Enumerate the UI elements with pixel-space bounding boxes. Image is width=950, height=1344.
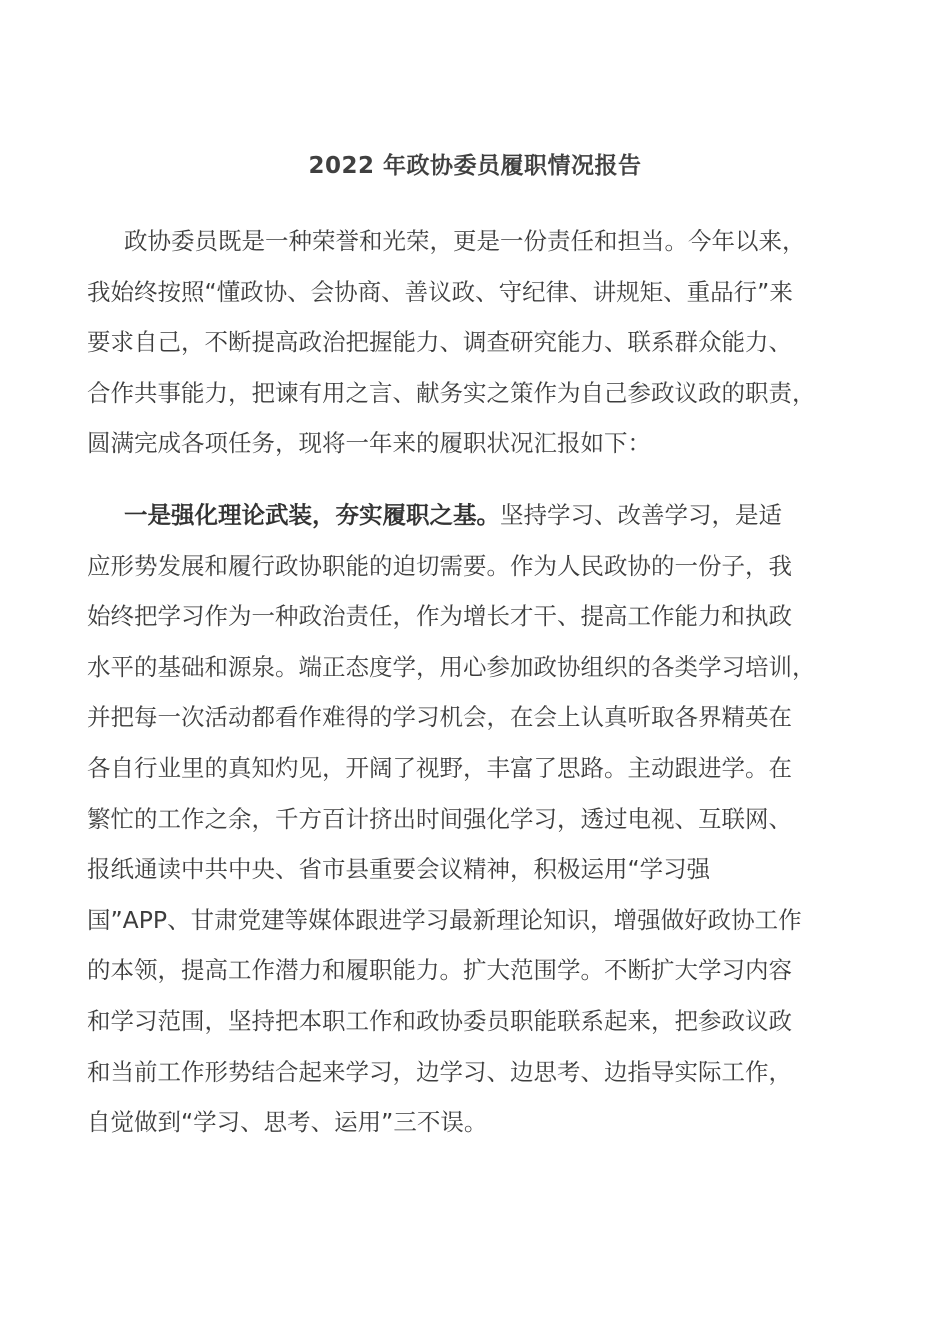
- paragraph-line: 应形势发展和履行政协职能的迫切需要。作为人民政协的一份子，我: [87, 551, 792, 580]
- section-1-paragraph: [87, 490, 877, 1148]
- paragraph-line: 我始终按照“懂政协、会协商、善议政、守纪律、讲规矩、重品行”来: [87, 277, 793, 306]
- document-title: 2022 年政协委员履职情况报告: [308, 153, 642, 179]
- paragraph-line: 政协委员既是一种荣誉和光荣，更是一份责任和担当。今年以来，: [124, 227, 806, 255]
- section-1-first-line-text: 坚持学习、改善学习，是适: [500, 501, 782, 529]
- paragraph-line: [87, 490, 877, 541]
- paragraph-line: 圆满完成各项任务，现将一年来的履职状况汇报如下：: [87, 429, 651, 458]
- paragraph-line: 水平的基础和源泉。端正态度学，用心参加政协组织的各类学习培训，: [87, 652, 816, 681]
- paragraph-line: 的本领，提高工作潜力和履职能力。扩大范围学。不断扩大学习内容: [87, 956, 792, 985]
- paragraph-line: 自觉做到“学习、思考、运用”三不误。: [87, 1108, 488, 1137]
- paragraph-line: 和当前工作形势结合起来学习，边学习、边思考、边指导实际工作，: [87, 1057, 792, 1086]
- paragraph-line: 报纸通读中共中央、省市县重要会议精神，积极运用“学习强: [87, 855, 711, 884]
- paragraph-line: 各自行业里的真知灼见，开阔了视野，丰富了思路。主动跟进学。在: [87, 753, 792, 782]
- paragraph-line: 并把每一次活动都看作难得的学习机会，在会上认真听取各界精英在: [87, 703, 792, 732]
- paragraph-line: 合作共事能力，把谏有用之言、献务实之策作为自己参政议政的职责，: [87, 378, 816, 407]
- paragraph-line: 始终把学习作为一种政治责任，作为增长才干、提高工作能力和执政: [87, 602, 792, 631]
- paragraph-line: 要求自己，不断提高政治把握能力、调查研究能力、联系群众能力、: [87, 328, 792, 357]
- paragraph-line: 国”APP、甘肃党建等媒体跟进学习最新理论知识，增强做好政协工作: [87, 905, 802, 934]
- section-1-heading: 一是强化理论武装，夯实履职之基。: [124, 501, 500, 529]
- intro-paragraph: [87, 216, 877, 469]
- paragraph-line: 繁忙的工作之余，千方百计挤出时间强化学习，透过电视、互联网、: [87, 804, 792, 833]
- paragraph-line: 和学习范围，坚持把本职工作和政协委员职能联系起来，把参政议政: [87, 1006, 792, 1035]
